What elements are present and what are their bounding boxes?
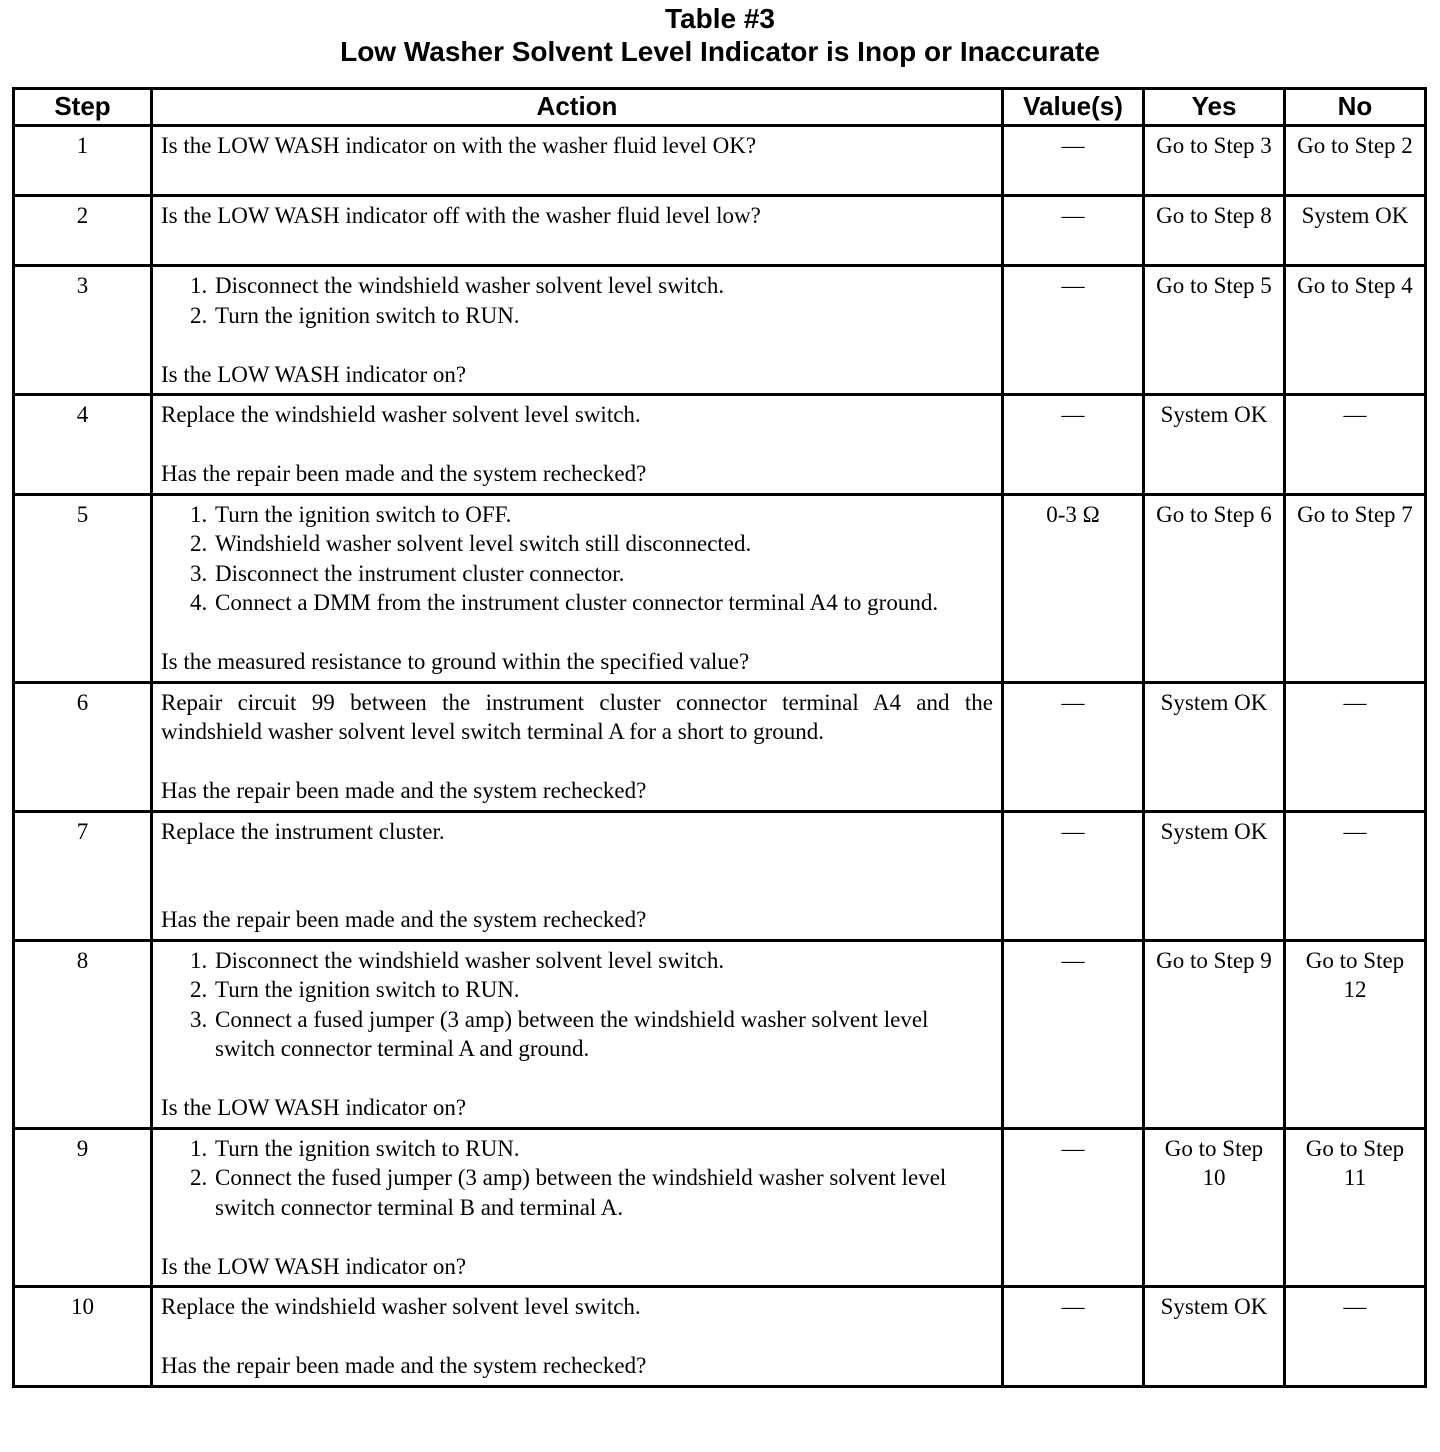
yes-cell: Go to Step 3 <box>1144 126 1285 196</box>
table-row <box>14 811 1426 940</box>
value-cell: — <box>1003 266 1144 395</box>
action-cell <box>152 126 1003 196</box>
action-question: Is the LOW WASH indicator on? <box>161 1253 467 1279</box>
action-step-item: 4. Connect a DMM from the instrument cluster connector terminal A4 to ground. <box>213 588 993 618</box>
step-number: 5 <box>14 494 152 682</box>
yes-cell: Go to Step 6 <box>1144 494 1285 682</box>
step-number: 8 <box>14 940 152 1128</box>
action-cell <box>152 1287 1003 1387</box>
action-question: Is the LOW WASH indicator on with the washer fluid level OK? <box>161 133 757 158</box>
action-cell <box>152 811 1003 940</box>
value-cell: — <box>1003 811 1144 940</box>
action-instruction: Repair circuit 99 between the instrument cluster connector terminal A4 and the windshield washer solvent level switch terminal A for a short to ground. <box>161 689 993 744</box>
action-cell <box>152 682 1003 811</box>
yes-cell: Go to Step 9 <box>1144 940 1285 1128</box>
header-action: Action <box>152 89 1003 126</box>
action-step-item: 2. Turn the ignition switch to RUN. <box>213 975 993 1005</box>
value-cell: — <box>1003 1287 1144 1387</box>
action-step-item: 2. Connect the fused jumper (3 amp) between the windshield washer solvent level switch connector terminal B and terminal A. <box>213 1163 993 1222</box>
table-row <box>14 126 1426 196</box>
no-cell: — <box>1285 811 1426 940</box>
no-cell: — <box>1285 1287 1426 1387</box>
value-cell: — <box>1003 395 1144 495</box>
yes-cell: System OK <box>1144 1287 1285 1387</box>
action-question: Has the repair been made and the system rechecked? <box>161 778 647 803</box>
no-cell: — <box>1285 395 1426 495</box>
step-number: 2 <box>14 196 152 266</box>
action-instruction: Replace the instrument cluster. <box>161 818 445 844</box>
yes-cell: System OK <box>1144 682 1285 811</box>
value-cell: — <box>1003 196 1144 266</box>
step-number: 6 <box>14 682 152 811</box>
no-cell: Go to Step 4 <box>1285 266 1426 395</box>
action-question: Has the repair been made and the system rechecked? <box>161 1353 647 1378</box>
table-row <box>14 940 1426 1128</box>
yes-cell: System OK <box>1144 811 1285 940</box>
action-question: Is the measured resistance to ground within the specified value? <box>161 649 750 674</box>
value-cell: — <box>1003 940 1144 1128</box>
table-heading: Low Washer Solvent Level Indicator is Inop or Inaccurate <box>340 36 1100 67</box>
no-cell: Go to Step 7 <box>1285 494 1426 682</box>
step-number: 3 <box>14 266 152 395</box>
yes-cell: Go to Step 5 <box>1144 266 1285 395</box>
action-cell <box>152 196 1003 266</box>
table-row <box>14 196 1426 266</box>
diagnostic-table <box>12 87 1427 1388</box>
yes-cell: Go to Step 10 <box>1144 1128 1285 1287</box>
action-step-item: 1. Turn the ignition switch to OFF. <box>213 500 993 530</box>
action-step-item: 3. Connect a fused jumper (3 amp) between the windshield washer solvent level switch connector terminal A and ground. <box>213 1005 993 1064</box>
value-cell: — <box>1003 1128 1144 1287</box>
step-number: 9 <box>14 1128 152 1287</box>
value-cell: 0-3 Ω <box>1003 494 1144 682</box>
action-question: Has the repair been made and the system rechecked? <box>161 907 647 932</box>
action-cell <box>152 266 1003 395</box>
header-yes: Yes <box>1144 89 1285 126</box>
action-step-item: 3. Disconnect the instrument cluster connector. <box>213 559 993 589</box>
action-step-item: 2. Turn the ignition switch to RUN. <box>213 301 993 331</box>
table-row <box>14 1128 1426 1287</box>
action-step-item: 1. Disconnect the windshield washer solvent level switch. <box>213 946 993 976</box>
step-number: 4 <box>14 395 152 495</box>
header-step: Step <box>14 89 152 126</box>
action-steps <box>161 500 993 618</box>
no-cell: — <box>1285 682 1426 811</box>
yes-cell: System OK <box>1144 395 1285 495</box>
step-number: 1 <box>14 126 152 196</box>
table-title <box>0 2 1440 68</box>
action-steps <box>161 1134 993 1223</box>
action-question: Is the LOW WASH indicator off with the washer fluid level low? <box>161 203 761 228</box>
table-row <box>14 395 1426 495</box>
action-question: Is the LOW WASH indicator on? <box>161 361 467 387</box>
action-question: Is the LOW WASH indicator on? <box>161 1095 467 1120</box>
no-cell: System OK <box>1285 196 1426 266</box>
action-steps <box>161 271 993 330</box>
action-cell <box>152 494 1003 682</box>
action-instruction: Replace the windshield washer solvent level switch. <box>161 1294 641 1319</box>
value-cell: — <box>1003 126 1144 196</box>
header-no: No <box>1285 89 1426 126</box>
no-cell: Go to Step 2 <box>1285 126 1426 196</box>
table-row <box>14 1287 1426 1387</box>
table-row <box>14 266 1426 395</box>
action-step-item: 2. Windshield washer solvent level switch still disconnected. <box>213 529 993 559</box>
table-number: Table #3 <box>665 3 775 34</box>
action-cell <box>152 395 1003 495</box>
action-cell <box>152 940 1003 1128</box>
value-cell: — <box>1003 682 1144 811</box>
step-number: 10 <box>14 1287 152 1387</box>
action-step-item: 1. Turn the ignition switch to RUN. <box>213 1134 993 1164</box>
action-question: Has the repair been made and the system rechecked? <box>161 461 647 486</box>
table-row <box>14 494 1426 682</box>
table-row <box>14 682 1426 811</box>
header-row <box>14 89 1426 126</box>
no-cell: Go to Step 11 <box>1285 1128 1426 1287</box>
action-steps <box>161 946 993 1064</box>
yes-cell: Go to Step 8 <box>1144 196 1285 266</box>
action-step-item: 1. Disconnect the windshield washer solvent level switch. <box>213 271 993 301</box>
action-instruction: Replace the windshield washer solvent level switch. <box>161 402 641 427</box>
action-cell <box>152 1128 1003 1287</box>
step-number: 7 <box>14 811 152 940</box>
no-cell: Go to Step 12 <box>1285 940 1426 1128</box>
header-values: Value(s) <box>1003 89 1144 126</box>
